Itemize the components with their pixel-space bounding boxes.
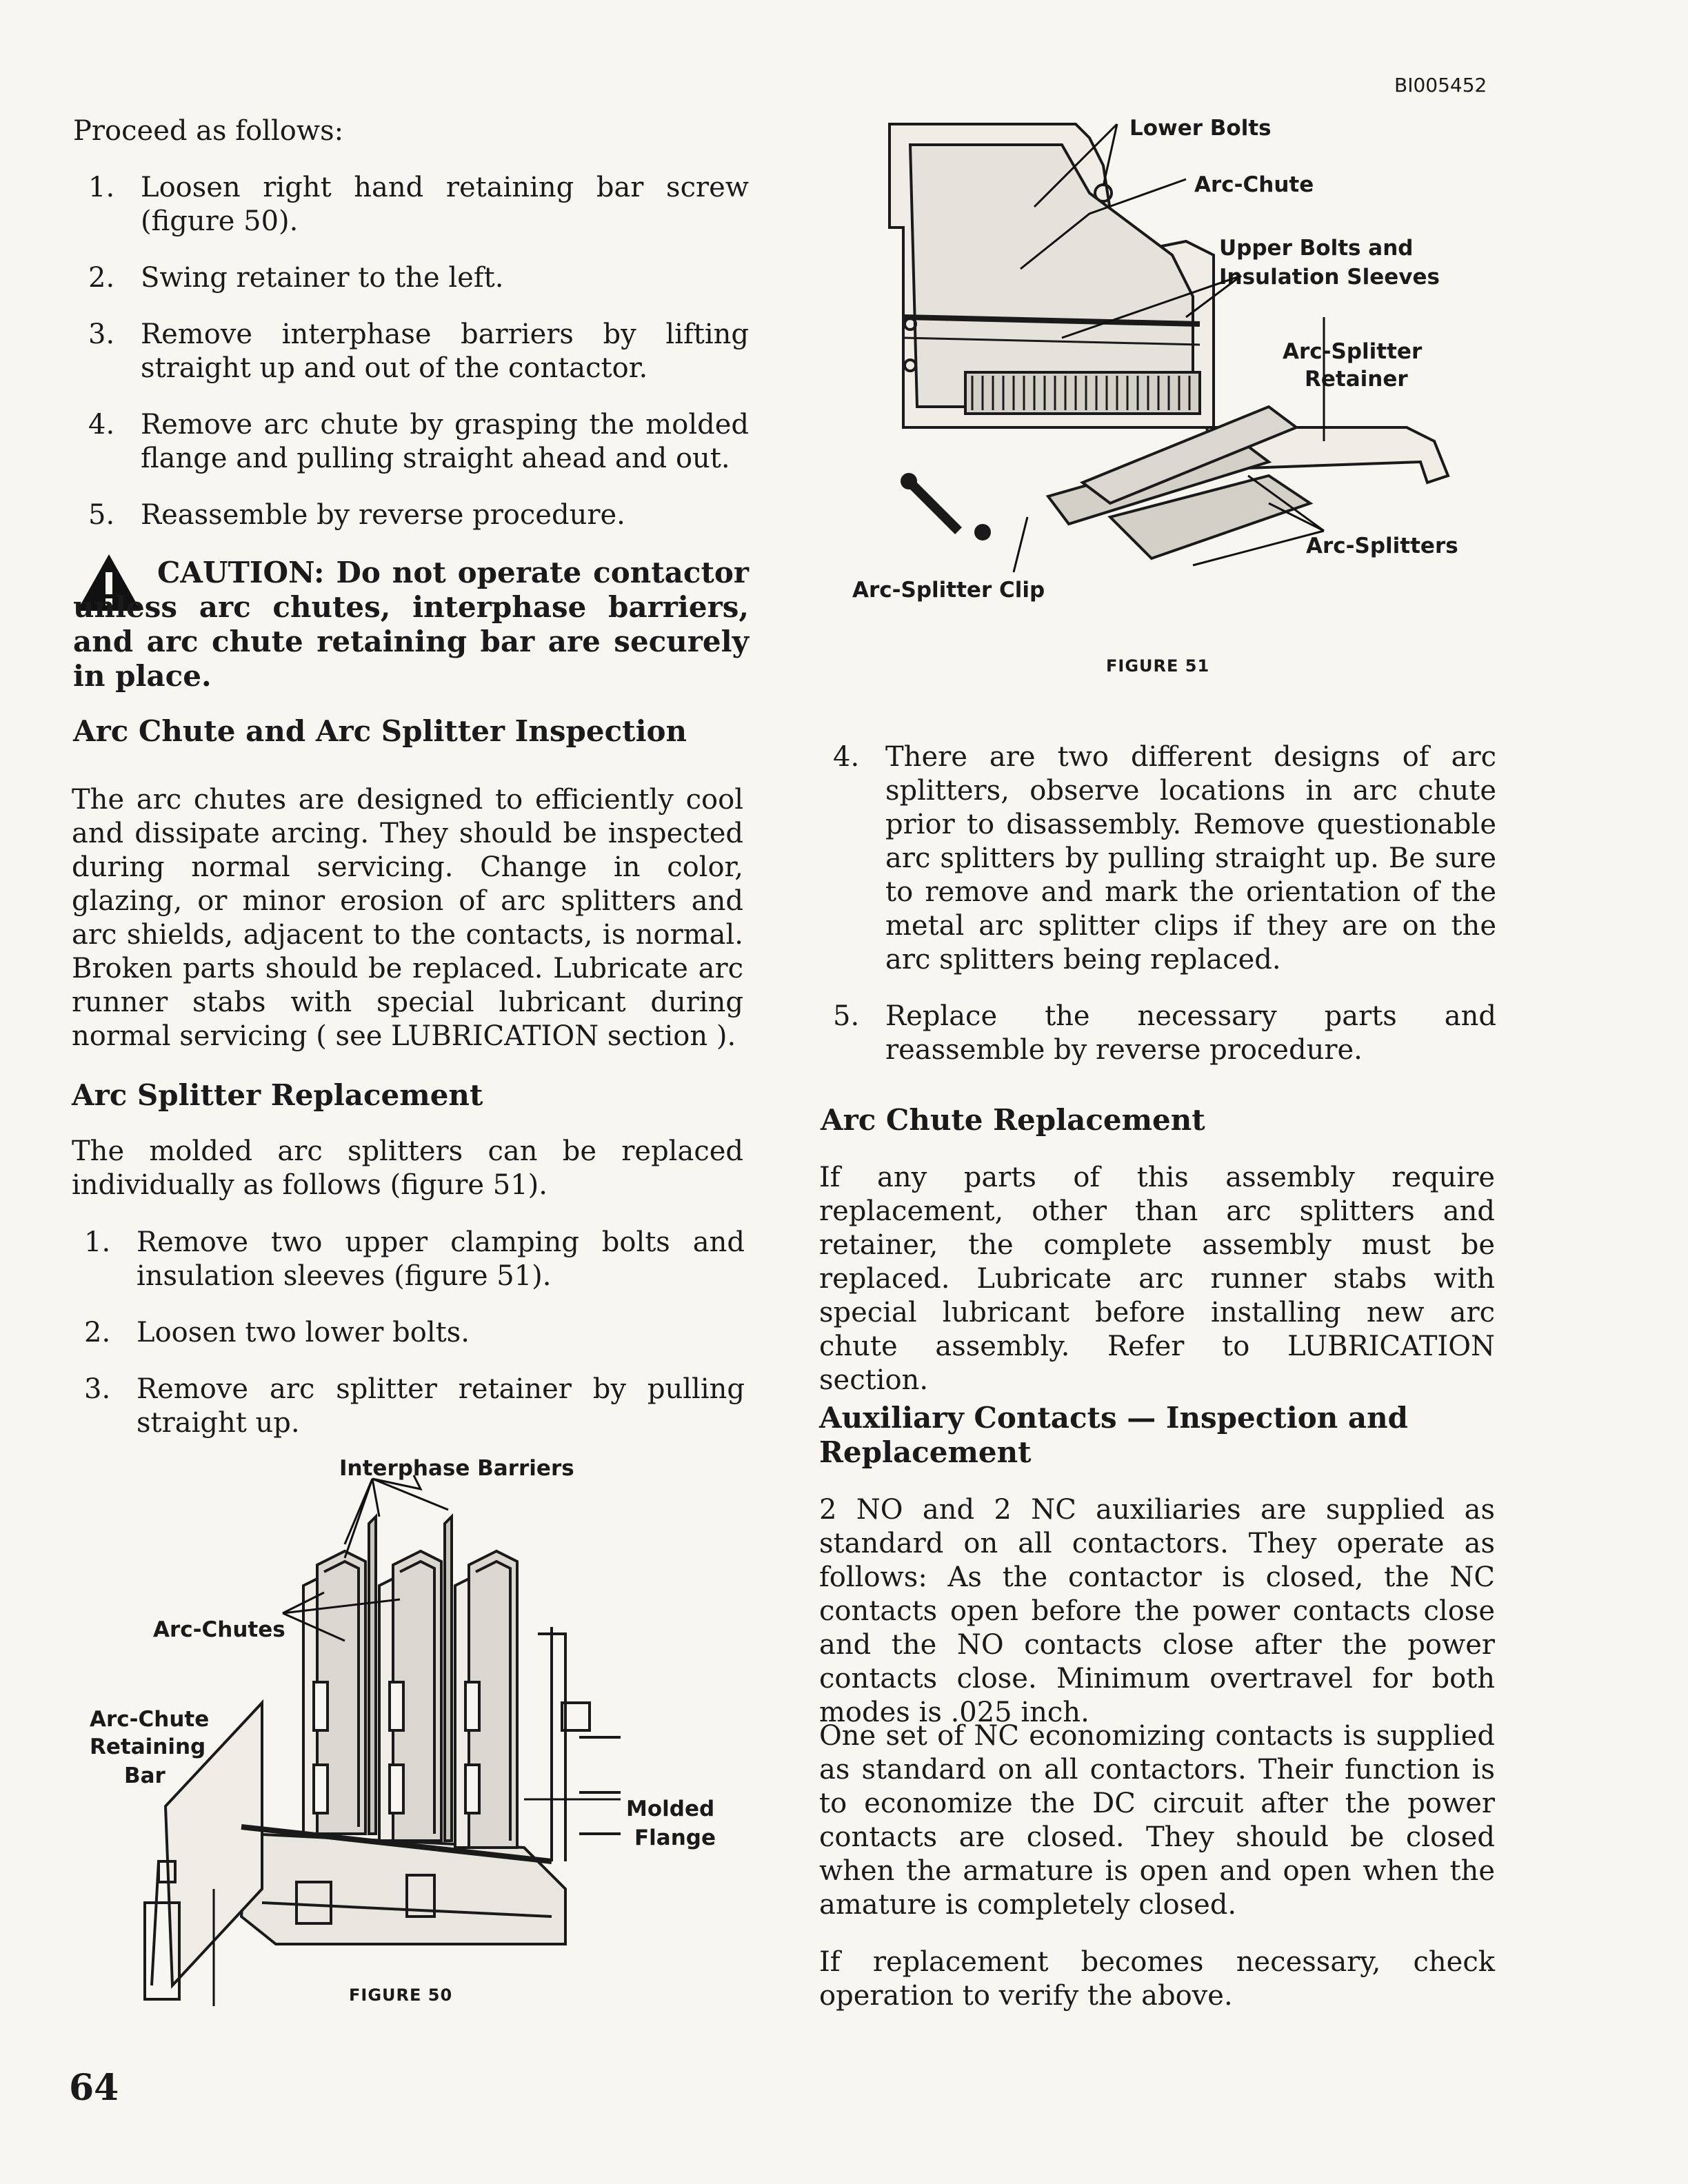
list-item: 4. There are two different designs of arc splitters, observe locations in arc chute prior to disassembly. Remove questionable arc splitters by pulling straight up. Be sure to remove and mark the orientation of the metal arc splitter clips if they are on the arc splitters being replaced. (833, 741, 1496, 975)
procedure-list-1 (73, 171, 749, 555)
list-item: 5. Replace the necessary parts and reassemble by reverse procedure. (833, 1000, 1496, 1066)
heading-splitter: Arc Splitter Replacement (72, 1078, 483, 1112)
list-item: 4. Remove arc chute by grasping the molded flange and pulling straight ahead and out. (88, 409, 749, 474)
figure-50-illustration (138, 1475, 621, 1999)
para-auxiliary-1: 2 NO and 2 NC auxiliaries are supplied as standard on all contactors. They operate as follows: As the contactor is closed, the NC contacts open before the power contacts close and the NO contacts close after the power contacts close. Minimum overtravel for both modes is .025 inch. (819, 1494, 1495, 1728)
heading-inspection: Arc Chute and Arc Splitter Inspection (73, 714, 687, 748)
heading-auxiliary-contacts: Auxiliary Contacts — Inspection and Replacement (819, 1401, 1408, 1469)
procedure-list-2 (69, 1226, 745, 1463)
figure-51-caption: FIGURE 51 (1106, 656, 1210, 676)
list-item: 2. Loosen two lower bolts. (84, 1317, 470, 1348)
intro-text: Proceed as follows: (73, 115, 344, 147)
label-arc-chutes: Arc-Chutes (153, 1617, 285, 1642)
label-retainer-line2: Retainer (1305, 367, 1408, 392)
label-lower-bolts: Lower Bolts (1129, 116, 1272, 141)
label-upper-bolts-line1: Upper Bolts and (1219, 236, 1414, 261)
label-arc-splitter-clip: Arc-Splitter Clip (852, 578, 1045, 603)
list-item: 1. Loosen right hand retaining bar screw (figure 50). (88, 172, 749, 237)
para-inspection: The arc chutes are designed to efficiently cool and dissipate arcing. They should be inspected during normal servicing. Change in color, glazing, or minor erosion of arc splitters and arc shields, adjacent to the contacts, is normal. Broken parts should be replaced. Lubricate arc runner stabs with special lubricant during normal servicing ( see LUBRICATION section ). (72, 784, 743, 1052)
para-auxiliary-3: If replacement becomes necessary, check operation to verify the above. (819, 1946, 1495, 2012)
list-item: 2. Swing retainer to the left. (88, 262, 504, 294)
label-retaining-bar-line2: Retaining (90, 1735, 206, 1759)
label-retaining-bar-line3: Bar (124, 1763, 165, 1788)
label-molded-flange-line2: Flange (634, 1826, 716, 1850)
label-retaining-bar-line1: Arc-Chute (90, 1707, 210, 1732)
document-id: BI005452 (1394, 74, 1487, 97)
label-retainer-line1: Arc-Splitter (1283, 339, 1423, 364)
para-splitter: The molded arc splitters can be replaced individually as follows (figure 51). (72, 1135, 743, 1201)
figure-51-illustration (883, 117, 1448, 600)
para-auxiliary-2: One set of NC economizing contacts is supplied as standard on all contactors. Their function is to economize the DC circuit after the power contacts are closed. They should be closed when the armature is open and open when the amature is completely closed. (819, 1720, 1495, 1921)
label-arc-splitters: Arc-Splitters (1306, 534, 1458, 558)
caution-text: CAUTION: Do not operate contactor unless arc chutes, interphase barriers, and arc chute retaining bar are securely in place. (73, 556, 749, 693)
page-number: 64 (69, 2067, 119, 2109)
list-item: 3. Remove arc splitter retainer by pulling straight up. (84, 1373, 745, 1439)
list-item: 3. Remove interphase barriers by lifting straight up and out of the contactor. (88, 318, 749, 384)
figure-50-caption: FIGURE 50 (349, 1985, 453, 2005)
label-molded-flange-line1: Molded (626, 1797, 715, 1821)
label-upper-bolts-line2: Insulation Sleeves (1219, 265, 1440, 290)
list-item: 1. Remove two upper clamping bolts and insulation sleeves (figure 51). (84, 1226, 745, 1292)
procedure-list-3 (818, 740, 1496, 1090)
label-interphase-barriers: Interphase Barriers (339, 1456, 574, 1481)
label-arc-chute: Arc-Chute (1194, 172, 1314, 197)
heading-chute-replacement: Arc Chute Replacement (821, 1103, 1205, 1137)
list-item: 5. Reassemble by reverse procedure. (88, 499, 625, 531)
para-chute-replacement: If any parts of this assembly require replacement, other than arc splitters and retainer, the complete assembly must be replaced. Lubricate arc runner stabs with special lubricant before installing new arc chute assembly. Refer to LUBRICATION section. (819, 1162, 1495, 1396)
